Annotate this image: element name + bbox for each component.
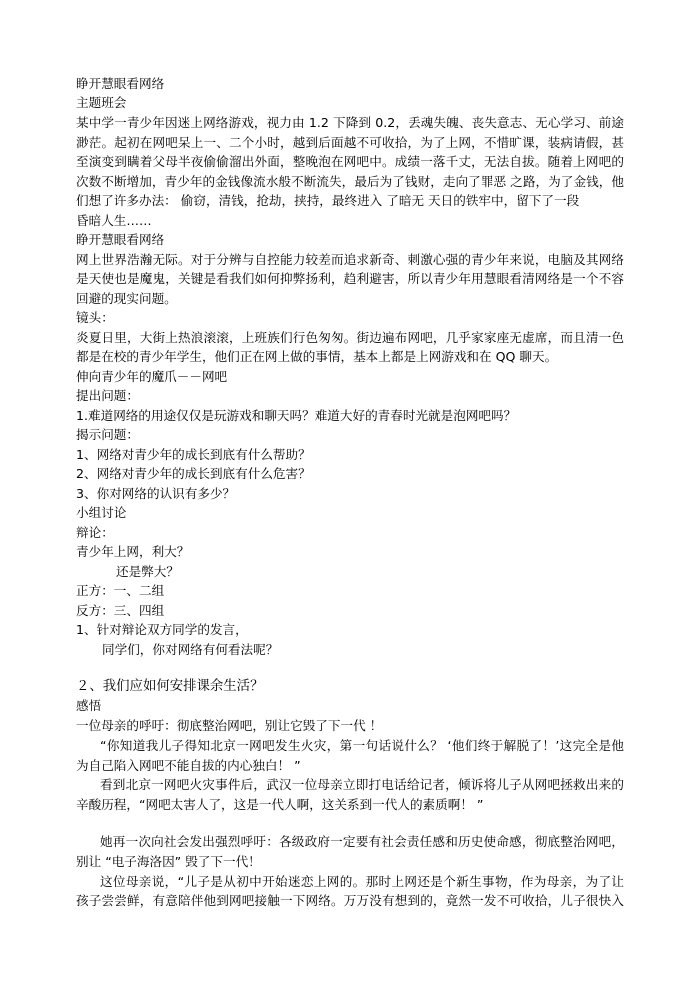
paragraph-line: 次数不断增加，青少年的金钱像流水般不断流失，最后为了钱财，走向了罪恶 之路，为了金钱，他	[76, 174, 624, 189]
paragraph-line: 某中学一青少年因迷上网络游戏，视力由 1.2 下降到 0.2，丢魂失魄、丧失意志、无心学习、前途	[76, 115, 624, 130]
paragraph-line: 都是在校的青少年学生，他们正在网上做的事情，基本上都是上网游戏和在 QQ 聊天。	[76, 349, 558, 364]
paragraph-line: 回避的现实问题。	[76, 291, 177, 306]
paragraph-line: 昏暗人生……	[76, 213, 152, 228]
list-item: 1、网络对青少年的成长到底有什么帮助？	[76, 447, 311, 462]
paragraph-line: 渺茫。起初在网吧呆上一、二个小时，越到后面越不可收拾，为了上网，不惜旷课，装病请假，甚	[76, 135, 624, 150]
paragraph-line: 是天使也是魔鬼，关键是看我们如何抑弊扬利，趋利避害，所以青少年用慧眼看清网络是一个不容	[76, 271, 624, 286]
paragraph-line: 这位母亲说，“儿子是从初中开始迷恋上网的。那时上网还是个新生事物，作为母亲，为了让	[100, 874, 624, 889]
paragraph-line: 青少年上网，利大？	[76, 544, 190, 559]
heading-line: 镜头：	[76, 310, 114, 325]
heading-line: 提出问题：	[76, 388, 139, 403]
paragraph-line: 孩子尝尝鲜，有意陪伴他到网吧接触一下网络。万万没有想到的，竟然一发不可收拾，儿子很快入	[76, 893, 624, 908]
paragraph-line: 同学们，你对网络有何看法呢？	[102, 642, 279, 657]
list-item: 3、你对网络的认识有多少？	[76, 486, 236, 501]
paragraph-line: 网上世界浩瀚无际。对于分辨与自控能力较差而追求新奇、刺激心强的青少年来说，电脑及其网络	[76, 252, 624, 267]
paragraph-line: 辛酸历程，“网吧太害人了，这是一代人啊，这关系到一代人的素质啊！ ”	[76, 797, 484, 812]
paragraph-line: 看到北京一网吧火灾事件后，武汉一位母亲立即打电话给记者，倾诉将儿子从网吧拯救出来的	[100, 777, 624, 792]
paragraph-line: “你知道我儿子得知北京一网吧发生火灾，第一句话说什么？ ‘他们终于解脱了！’这完全是他	[100, 738, 624, 753]
paragraph-line: 她再一次向社会发出强烈呼吁：各级政府一定要有社会责任感和历史使命感，彻底整治网吧，	[100, 834, 624, 849]
paragraph-line: 一位母亲的呼吁：彻底整治网吧，别让它毁了下一代 ！	[76, 718, 383, 733]
paragraph-line: 别让 “电子海洛因” 毁了下一代！	[76, 854, 261, 869]
heading-line: 伸向青少年的魔爪－－网吧	[76, 369, 228, 384]
paragraph-line: 正方：一、二组	[76, 583, 165, 598]
heading-line: ２、我们应如何安排课余生活？	[76, 679, 264, 694]
heading-line: 睁开慧眼看网络	[76, 232, 165, 247]
list-item: 2、网络对青少年的成长到底有什么危害？	[76, 466, 311, 481]
heading-line: 揭示问题：	[76, 427, 139, 442]
heading-line: 小组讨论	[76, 505, 127, 520]
paragraph-line: 还是弊大？	[116, 564, 179, 579]
heading-line: 感悟	[76, 698, 102, 713]
paragraph-line: 们想了许多办法： 偷窃，清钱，抢劫，挟持，最终进入 了暗无 天日的铁牢中，留下了一段	[76, 193, 580, 208]
title-line: 睁开慧眼看网络	[76, 76, 165, 91]
list-item: 1、针对辩论双方同学的发言，	[76, 622, 248, 637]
paragraph-line: 至演变到瞒着父母半夜偷偷溜出外面，整晚泡在网吧中。成绩一落千丈，无法自拔。随着上网吧的	[76, 154, 624, 169]
subtitle-line: 主题班会	[76, 95, 127, 110]
heading-line: 辩论：	[76, 525, 114, 540]
paragraph-line: 为自己陷入网吧不能自拔的内心独白！ ”	[76, 758, 301, 773]
paragraph-line: 反方：三、四组	[76, 603, 165, 618]
paragraph-line: 炎夏日里，大街上热浪滚滚，上班族们行色匆匆。街边遍布网吧，几乎家家座无虚席，而且清一色	[76, 330, 624, 345]
list-item: 1.难道网络的用途仅仅是玩游戏和聊天吗？难道大好的青春时光就是泡网吧吗？	[76, 408, 517, 423]
